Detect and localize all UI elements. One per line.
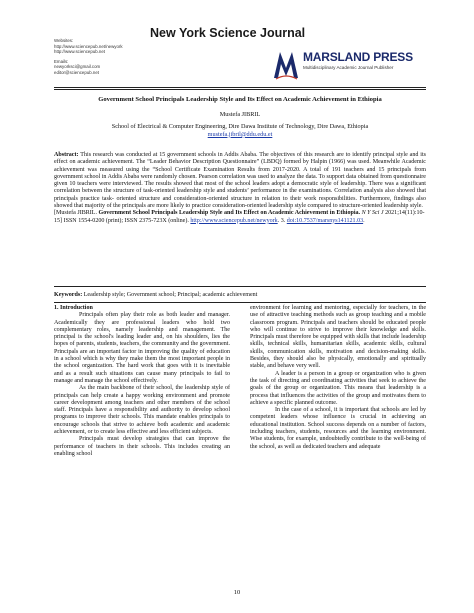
body-paragraph: In the case of a school, it is important that schools are led by competent leaders whose influence is crucial in achieving an educational institution. School success depends on a number of factors, including teachers, students, resources and the learning environment. Wise students, for example, undoubtedly contribute to the well-being of the school, as well as dedicated teachers and adequate [250, 407, 426, 450]
citation-details: 2021;14(11):10-15] ISSN 1554-0200 (print); ISSN 2375-723X (online) [54, 210, 425, 224]
publisher-tagline: Multidisciplinary Academic Journal Publisher [303, 65, 394, 70]
keywords-line [54, 292, 426, 298]
header-rule [54, 87, 426, 88]
website-link[interactable]: http://www.sciencepub.net/newyork [54, 43, 123, 49]
affiliation-text: School of Electrical & Computer Engineering, Dire Dawa Institute of Technology, Dire Dawa, Ethiopia [111, 123, 369, 130]
abstract-text: This research was conducted at 15 government schools in Addis Ababa. The objectives of this research are to identify principal style and its effect on academic achievement. The “Leader Behavior Description Questionnaire” (LBDQ) formed by Halpin (1966) was used. Meanwhile Academic achievement was measured using the “School Certificate Examination Results from 2017-2020. A total of 191 teachers and 15 principals from government school in Addis Ababa were randomly chosen. Pearson correlation was used to analyze the data. To support data obtained from questionnaire given 10 teachers were interviewed. The results showed that most of the school leaders adopt a democratic style of leadership. There was a significant correlation between the structure of task-oriented leadership style and students’ performance in the examinations. Correlation analysis also showed that principals practice task- oriented structure and consideration-oriented structure in relation to their work responsibilities. Furthermore, findings also showed that majority of the principals are more likely to practice consideration-oriented leadership style compared to structure-oriented leadership style. [54, 152, 426, 210]
article-title: Government School Principals Leadership Style and Its Effect on Academic Achievement in Ethiopia [98, 96, 382, 103]
publisher-logo-block [271, 48, 431, 84]
citation-prefix: [Mustefa JIBRIL. [54, 210, 97, 217]
author-affiliation [54, 123, 426, 138]
citation-number: . 3. [277, 217, 286, 224]
page-number: 10 [233, 589, 241, 596]
body-paragraph: Principals must develop strategies that can improve the performance of teachers in their schools. This includes creating an enabling school [54, 436, 230, 457]
citation-title: Government School Principals Leadership Style and Its Effect on Academic Achievement in Ethiopia. [98, 210, 361, 217]
publisher-name: MARSLAND PRESS [303, 50, 413, 64]
websites-label: Websites: [54, 38, 74, 43]
author-name: Mustefa JIBRIL [219, 111, 261, 118]
keywords-text: Leadership style; Government school; Principal; academic achievement [83, 292, 258, 298]
header-rule-thin [54, 89, 426, 90]
emails-label: Emails: [54, 58, 69, 64]
website-link[interactable]: http://www.sciencepub.net [54, 49, 106, 54]
citation-journal: N Y Sci J [361, 210, 384, 217]
citation-doi-link[interactable]: doi:10.7537/marsnys141121.03 [286, 217, 364, 224]
citation: [Mustefa JIBRIL. Government School Principals Leadership Style and Its Effect on Academic Achievement in Ethiopia. N Y Sci J 2021;14(11):10-15] ISSN 1554-0200 (print); ISSN 2375-723X (online). http://www.sciencepub.net/newyork. 3. doi:10.7537/marsnys141121.03. [54, 210, 425, 224]
keywords-label: Keywords: [54, 292, 83, 298]
body-paragraph: As the main backbone of their school, the leadership style of principals can help create a happy working environment and promote career development among teachers and other members of the school staff. Principals have a responsibility and authority to develop school programs to improve their schools. This mandate enables principals to encourage schools that strive to achieve both academic and academic achievement, or to create less effective and less efficient subjects. [54, 385, 230, 436]
email-link[interactable]: editor@sciencepub.net [54, 69, 99, 75]
citation-end: . [363, 217, 365, 224]
abstract-label: Abstract: [54, 152, 79, 158]
body-paragraph: Principals often play their role as both leader and manager. Academically they are professional leaders who hold two complementary roles, namely leadership and management. The principal is the school's leading leader and, on his shoulders, lies the hopes of parents, students, teachers, the community and the government. Principals are an important factor in improving the quality of education in a school which is why they make them the most important people in the school organization. The hard work that goes with it is inevitable and as a result such situations can cause many principals to fail to manage and manage the school effectively. [54, 312, 230, 384]
keywords-divider [54, 302, 426, 303]
body-column-right [250, 305, 426, 451]
abstract-divider [54, 286, 426, 287]
contact-block [54, 38, 123, 75]
abstract-section [54, 152, 426, 225]
body-paragraph: A leader is a person in a group or organization who is given the task of directing and coordinating activities that seek to achieve the goals of the group or organization. This means that leadership is a process that influences the activities of the group and motivates them to achieve a specific planned outcome. [250, 370, 426, 406]
email-link[interactable]: newyorksci@gmail.com [54, 64, 101, 69]
citation-url-link[interactable]: http://www.sciencepub.net/newyork [190, 217, 278, 224]
journal-title: New York Science Journal [150, 26, 306, 40]
section-heading: 1. Introduction [54, 305, 93, 311]
author-email-link[interactable]: mustefa.jibril@ddu.edu.et [207, 130, 273, 138]
body-column-left [54, 305, 230, 458]
marsland-logo-icon [271, 48, 301, 80]
journal-header [54, 26, 426, 86]
body-paragraph: environment for learning and mentoring, especially for teachers, in the use of attractive teaching methods such as group teaching and a mobile classroom program. Principals and teachers should be educated people who will continue to strive to improve their knowledge and skills. Principals must therefore be equipped with skills that include leadership skills, technical skills, humanitarian skills, academic skills, cultural skills, communication skills, motivation and decision-making skills. Besides, they should also be physically, emotionally and spiritually stable, and behave very well. [250, 305, 426, 370]
